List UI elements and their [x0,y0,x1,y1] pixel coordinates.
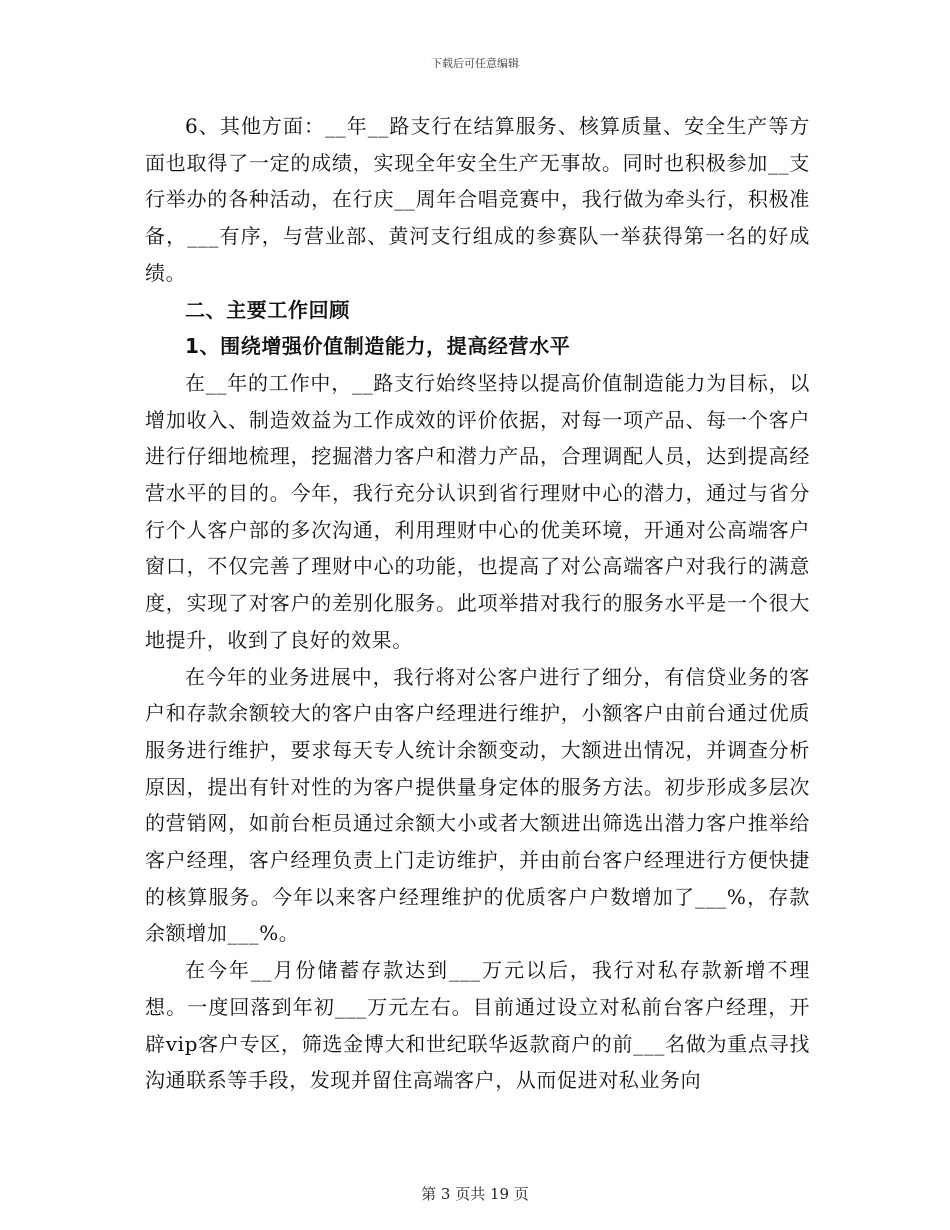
page-number: 第 3 页共 19 页 [421,1185,529,1203]
paragraph-other-aspects: 6、其他方面：__年__路支行在结算服务、核算质量、安全生产等方面也取得了一定的成绩，实现全年安全生产无事故。同时也积极参加__支行举办的各种活动，在行庆__周年合唱竞赛中，我行做为牵头行，积极准备，___有序，与营业部、黄河支行组成的参赛队一举获得第一名的好成绩。 [145,114,810,285]
paragraph-value-creation: 在__年的工作中，__路支行始终坚持以提高价值制造能力为目标，以增加收入、制造效益为工作成效的评价依据，对每一项产品、每一个客户进行仔细地梳理，挖掘潜力客户和潜力产品，合理调配人员，达到提高经营水平的目的。今年，我行充分认识到省行理财中心的潜力，通过与省分行个人客户部的多次沟通，利用理财中心的优美环境，开通对公高端客户窗口，不仅完善了理财中心的功能，也提高了对公高端客户对我行的满意度，实现了对客户的差别化服务。此项举措对我行的服务水平是一个很大地提升，收到了良好的效果。 [145,370,810,652]
document-body [145,108,810,1099]
paragraph-business-development: 在今年的业务进展中，我行将对公客户进行了细分，有信贷业务的客户和存款余额较大的客户由客户经理进行维护，小额客户由前台通过优质服务进行维护，要求每天专人统计余额变动，大额进出情况，并调查分析原因，提出有针对性的为客户提供量身定体的服务方法。初步形成多层次的营销网，如前台柜员通过余额大小或者大额进出筛选出潜力客户推举给客户经理，客户经理负责上门走访维护，并由前台客户经理进行方便快捷的核算服务。今年以来客户经理维护的优质客户户数增加了___%，存款余额增加___%。 [145,664,810,946]
header-note: 下载后可任意编辑 [431,57,519,70]
section-heading-work-review: 二、主要工作回顾 [185,297,350,322]
subsection-heading-value-creation: 1、围绕增强价值制造能力，提高经营水平 [185,334,571,359]
paragraph-savings-deposits: 在今年__月份储蓄存款达到___万元以后，我行对私存款新增不理想。一度回落到年初___万元左右。目前通过设立对私前台客户经理，开辟vip客户专区，筛选金博大和世纪联华返款商户的前___名做为重点寻找沟通联系等手段，发现并留住高端客户，从而促进对私业务向 [145,958,810,1093]
